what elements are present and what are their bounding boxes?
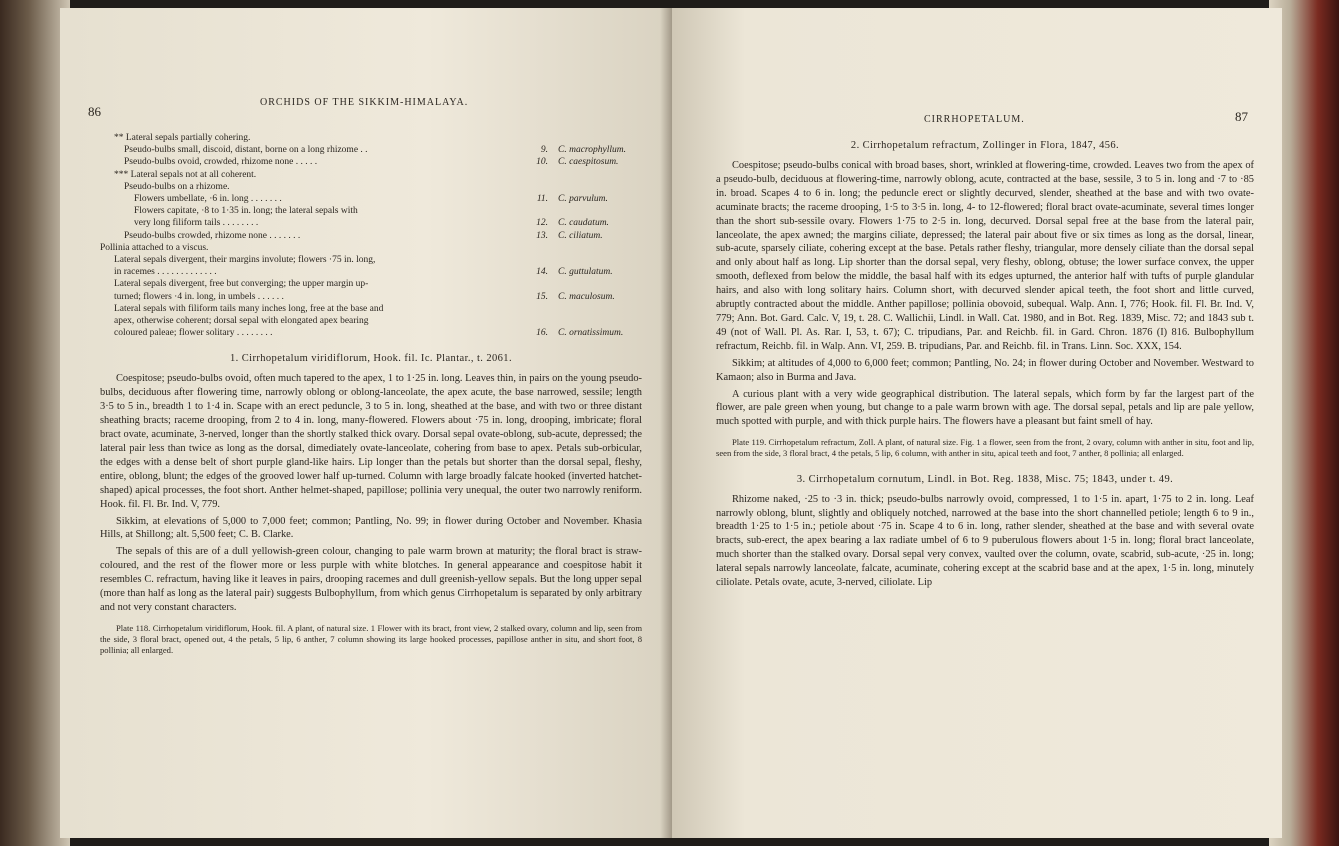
key-row xyxy=(100,266,642,278)
key-row xyxy=(100,327,642,339)
key-row-species xyxy=(548,132,642,144)
key-row xyxy=(100,278,642,290)
paragraph: Sikkim, at elevations of 5,000 to 7,000 feet; common; Pantling, No. 99; in flower during October and November. Khasia Hills, at Shillong; alt. 5,500 feet; C. B. Clarke. xyxy=(100,515,642,541)
paragraph: A curious plant with a very wide geographical distribution. The lateral sepals, which form by far the largest part of the flower, are pale green when young, but change to a pale warm brown with age. The dorsal sepal, petals and lip are pale yellow, much spotted with purple, and with thick purple hairs. The flowers have a pleasant but faint smell of hay. xyxy=(716,388,1254,428)
key-row-number xyxy=(530,278,548,290)
paragraph: Sikkim; at altitudes of 4,000 to 6,000 feet; common; Pantling, No. 24; in flower during October and November. Westward to Kamaon; also in Burma and Java. xyxy=(716,357,1254,383)
key-row xyxy=(100,193,642,205)
key-row-number xyxy=(530,242,548,254)
key-row-species: C. guttulatum. xyxy=(558,267,613,278)
key-row-species xyxy=(548,315,642,327)
key-row-text: Pseudo-bulbs on a rhizome. xyxy=(124,181,230,192)
key-row xyxy=(100,132,642,144)
running-head-left: ORCHIDS OF THE SIKKIM-HIMALAYA. xyxy=(260,97,469,108)
page-number-left: 86 xyxy=(88,104,101,119)
key-row-species xyxy=(548,169,642,181)
paragraph: Coespitose; pseudo-bulbs conical with broad bases, short, wrinkled at flowering-time, crowded. Leaves two from the apex of a pseudo-bulb, deciduous at flowering-time, narrowly oblong, acute, contracted at the base, sessile, 3 to 5 in. long and ·7 to ·85 in. broad. Scapes 4 to 6 in. long; the peduncle erect or slightly decurved, slender, sheathed at the base and with two ovate-acuminate bracts; the raceme drooping, 1·5 to 3·5 in. long, 4- to 12-flowered; floral bract ovate-acuminate, several times longer than the short sub-sessile ovary. Flowers 1·75 to 2·5 in. long, decurved. Dorsal sepal free at the base from the lateral pair, lanceolate, the apex awned; the margins ciliate, depressed; the lateral pair about five or six times as long as the dorsal, linear, sub-acute, sparsely ciliate, cohering except at the base. Petals rather fleshy, triangular, more densely ciliate than the dorsal sepal and only about half as long. Lip shorter than the dorsal sepal, very fleshy, oblong, obtuse; the lower surface convex, the upper smooth, deflexed from below the middle, the basal half with its edges upturned, the anterior half with tufts of purple glandular hairs, and also with long solitary hairs. Column short, with decurved slender apical teeth, the foot short and little curved, abruptly contracted about the middle. Anther papillose; pollinia obovoid, subequal. Walp. Ann. I, 776; Hook. fil. Fl. Br. Ind. V, 779; Ann. Bot. Gard. Calc. V, 19, t. 28. C. Wallichii, Lindl. in Wall. Cat. 1980, and in Bot. Reg. 1839, Misc. 72; and 1843 sub t. 49 (not of Wall. Pl. As. Rar. I, 53, t. 67); C. tripudians, Par. and Reichb. fil. in Gard. Chron. 1876 (I) 816. Bulbophyllum refractum, Reichb. fil. in Walp. Ann. VI, 259. B. tripudians, Par. and Reichb. fil. in Trans. Linn. Soc. XXX, 154. xyxy=(716,160,1254,352)
key-row xyxy=(100,303,642,315)
key-row-number xyxy=(530,169,548,181)
key-row xyxy=(100,205,642,217)
right-page xyxy=(672,8,1282,838)
key-row-species: C. macrophyllum. xyxy=(558,145,626,156)
key-row xyxy=(100,156,642,168)
species-title-2: 2. Cirrhopetalum refractum, Zollinger in Flora, 1847, 456. xyxy=(850,140,1120,151)
key-row-number: 15. xyxy=(536,291,548,302)
key-row xyxy=(100,230,642,242)
key-row-text: Lateral sepals divergent, free but converging; the upper margin up- xyxy=(114,279,369,290)
key-row-species xyxy=(548,303,642,315)
key-row-number: 13. xyxy=(536,230,548,241)
paragraph: Rhizome naked, ·25 to ·3 in. thick; pseudo-bulbs narrowly ovoid, compressed, 1 to 1·5 in. apart, 1·75 to 2 in. long. Leaf narrowly oblong, blunt, slightly and obliquely notched, narrowed at the base into the short channelled petiole; length 6 to 9 in., breadth 1·25 to 1·5 in.; petiole about ·75 in. Scape 4 to 6 in. long, rather slender, sheathed at the base and with several ovate bracts, sub-erect, the apex bearing a lax radiate umbel of 6 to 9 puberulous flowers about 1·5 in. long; floral bract lanceolate, much shorter than the stalked ovary. Dorsal sepal very convex, vaulted over the column, ovate, scabrid, sub-acute, ·25 in. long; lateral sepals narrowly lanceolate, falcate, acuminate, cohering except at the scabrid base and at the apex, 1·5 in. long, minutely ciliolate. Petals ovate, acute, 3-nerved, ciliolate. Lip xyxy=(716,493,1254,589)
key-row xyxy=(100,291,642,303)
key-row-text: Lateral sepals with filiform tails many inches long, free at the base and xyxy=(114,303,384,314)
key-row xyxy=(100,242,642,254)
key-row xyxy=(100,254,642,266)
key-row xyxy=(100,169,642,181)
key-row-species xyxy=(548,278,642,290)
key-row-text: very long filiform tails . . . . . . . . xyxy=(134,218,259,229)
key-row-species: C. caudatum. xyxy=(558,218,609,229)
key-row-number: 12. xyxy=(536,218,548,229)
key-row xyxy=(100,217,642,229)
key-row-species xyxy=(548,254,642,266)
key-row-text: ** Lateral sepals partially cohering. xyxy=(114,133,251,143)
species-title-3: 3. Cirrhopetalum cornutum, Lindl. in Bot. Reg. 1838, Misc. 75; 1843, under t. 49. xyxy=(796,473,1174,485)
key-row-text: apex, otherwise coherent; dorsal sepal with elongated apex bearing xyxy=(114,316,369,327)
key-row-text: Flowers umbellate, ·6 in. long . . . . . . . xyxy=(134,194,282,205)
page-number-right: 87 xyxy=(1235,109,1248,124)
key-row-number xyxy=(530,181,548,193)
key-row-number xyxy=(530,132,548,144)
key-row-text: coloured paleae; flower solitary . . . . . . . . xyxy=(114,328,273,339)
key-row-text: Flowers capitate, ·8 to 1·35 in. long; the lateral sepals with xyxy=(134,206,358,217)
key-row-number xyxy=(530,205,548,217)
key-row xyxy=(100,144,642,156)
key-row-text: in racemes . . . . . . . . . . . . . xyxy=(114,267,217,278)
key-row-number xyxy=(530,315,548,327)
paragraph: Coespitose; pseudo-bulbs ovoid, often much tapered to the apex, 1 to 1·25 in. long. Leaves thin, in pairs on the young pseudo-bulbs, deciduous after flowering time, narrowly oblong or oblong-lanceolate, the apex acute, the base narrowed, sessile; length 3·5 to 5 in., breadth 1 to 1·4 in. Scape with an erect peduncle, 3 to 5 in. long, sheathed at the base, and with two or three distant sheathing bracts; raceme drooping, from 2 to 4 in. long, many-flowered. Flowers about ·75 in. long, drooping, imbricate; floral bract ovate, acuminate, 3-nerved, longer than the shortly stalked thick ovary. Dorsal sepal ovate-oblong, sub-acute, depressed; the lateral pair less than twice as long as the dorsal, dimediately ovate-lanceolate, cohering from base to apex. Petals sub-orbicular, the edges with a dense belt of short purple gland-like hairs. Lip longer than the petals but shorter than the dorsal sepal, fleshy, entire, oblong, blunt; the edges of the grooved lower half up-turned. Column with large broadly falcate hooked (inverted hatchet-shaped) apical processes, the foot short. Anther helmet-shaped, papillose; pollinia very unequal, the outer two narrowly reniform. Hook. fil. Fl. Br. Ind. V, 779. xyxy=(100,373,642,510)
species-title-1: 1. Cirrhopetalum viridiflorum, Hook. fil. Ic. Plantar., t. 2061. xyxy=(230,353,512,365)
plate-caption-119: Plate 119. Cirrhopetalum refractum, Zoll. A plant, of natural size. Fig. 1 a flower, seen from the front, 2 ovary, column with anther in situ, foot and lip, seen from the side, 3 floral bract, 4 the petals, 5 lip, 6 column, with anther in situ, apical teeth and foot, 7 anther, 8 pollinia; all enlarged. xyxy=(716,437,1254,459)
key-row-text: *** Lateral sepals not at all coherent. xyxy=(114,169,257,180)
key-row-text: Pseudo-bulbs small, discoid, distant, borne on a long rhizome . . xyxy=(124,145,368,156)
key-row-species xyxy=(548,181,642,193)
key-row-number: 11. xyxy=(536,194,548,205)
key-row-number: 14. xyxy=(536,267,548,278)
key-row-text: Pseudo-bulbs ovoid, crowded, rhizome none . . . . . xyxy=(124,157,318,168)
left-page xyxy=(60,8,672,838)
key-row-number: 9. xyxy=(540,145,548,156)
key-row-species: C. caespitosum. xyxy=(558,157,619,168)
running-head-right: CIRRHOPETALUM. xyxy=(924,114,1025,125)
key-row xyxy=(100,315,642,327)
plate-caption-118: Plate 118. Cirrhopetalum viridiflorum, Hook. fil. A plant, of natural size. 1 Flower with its bract, front view, 2 stalked ovary, column and lip, seen from the side, 3 floral bract, opened out, 4 the petals, 5 lip, 6 anther, 7 column showing its large hooked processes, papillose anther in situ, and short foot, 8 pollinia; all enlarged. xyxy=(100,622,642,656)
species-key xyxy=(100,132,642,339)
paragraph: The sepals of this are of a dull yellowish-green colour, changing to pale warm brown at maturity; the floral bract is straw-coloured, and the rest of the flower more or less purple with white blotches. In general appearance and coespitose habit it resembles C. refractum, having like it leaves in pairs, drooping racemes and dull greenish-yellow sepals. But the long upper sepal (more than half as long as the lateral pair) suggests Bulbophyllum, from which genus Cirrhopetalum is separated by only arbitrary and not very constant characters. xyxy=(100,546,642,613)
key-row-species: C. ciliatum. xyxy=(558,230,603,241)
key-row-species xyxy=(548,242,642,254)
key-row-number xyxy=(530,303,548,315)
key-row-number xyxy=(530,254,548,266)
key-row-species: C. parvulum. xyxy=(558,194,608,205)
key-row-text: turned; flowers ·4 in. long, in umbels . . . . . . xyxy=(114,291,284,302)
key-row-species xyxy=(548,205,642,217)
key-row-text: Pseudo-bulbs crowded, rhizome none . . . . . . . xyxy=(124,230,301,241)
key-row-text: Pollinia attached to a viscus. xyxy=(100,242,209,253)
key-row-number: 16. xyxy=(536,328,548,339)
key-row xyxy=(100,181,642,193)
key-row-text: Lateral sepals divergent, their margins involute; flowers ·75 in. long, xyxy=(114,255,376,266)
key-row-species: C. ornatissimum. xyxy=(558,328,624,339)
key-row-species: C. maculosum. xyxy=(558,291,615,302)
key-row-number: 10. xyxy=(536,157,548,168)
